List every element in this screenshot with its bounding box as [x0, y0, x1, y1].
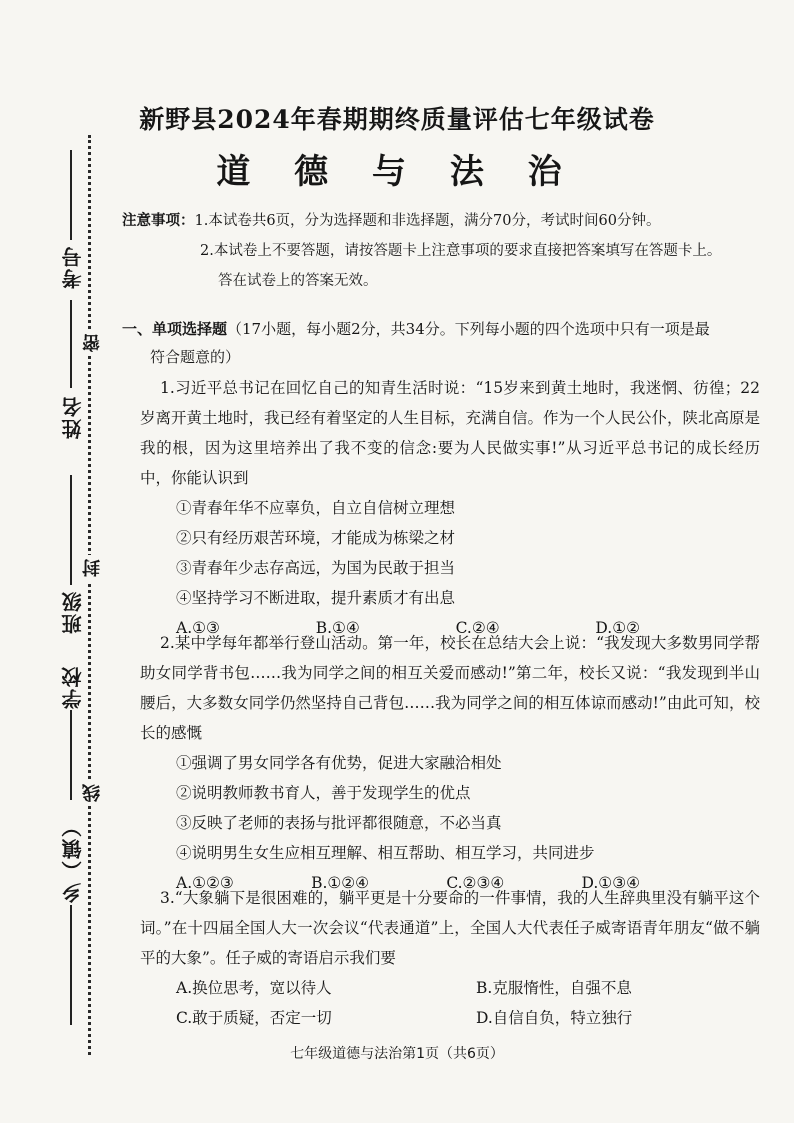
option-a[interactable]: A.①③	[176, 619, 220, 637]
notice-block	[122, 206, 762, 296]
exam-no-label: 考号	[61, 245, 85, 289]
seal-feng: 封	[80, 555, 106, 581]
option-d[interactable]: D.①③④	[581, 874, 640, 892]
option-b[interactable]: B.①②④	[311, 874, 370, 892]
option-a[interactable]: A.换位思考，宽以待人	[176, 979, 332, 997]
question-stem: 3.“大象躺下是很困难的，躺平更是十分要命的一件事情，我的人生辞典里没有躺平这个词。”在十四届全国人大一次会议“代表通道”上，全国人大代表任子威寄语青年朋友“做不躺平的大象”。任子威的寄语启示我们要	[140, 889, 760, 967]
class-line	[70, 475, 72, 585]
exam-title: 新野县2024年春期期终质量评估七年级试卷	[139, 105, 655, 134]
notice-item-1	[122, 206, 762, 236]
binding-dotted-line	[88, 135, 91, 1055]
option-c[interactable]: C.②③④	[446, 874, 505, 892]
notice-item-2: 2.本试卷上不要答题，请按答题卡上注意事项的要求直接把答案填写在答题卡上。	[200, 243, 722, 259]
section-1-heading	[122, 315, 762, 371]
school-line	[70, 710, 72, 800]
notice-label: 注意事项：	[122, 212, 195, 229]
notice-item-2-cont: 答在试卷上的答案无效。	[218, 273, 378, 289]
section-1-title: 一、单项选择题	[122, 320, 228, 338]
subject-title: 道 德 与 法 治	[216, 152, 578, 192]
option-c[interactable]: C.敢于质疑，否定一切	[176, 1009, 332, 1027]
statement-item: ①强调了男女同学各有优势，促进大家融洽相处	[176, 754, 502, 772]
page-footer: 七年级道德与法治第1页（共6页）	[290, 1046, 504, 1062]
option-d[interactable]: D.自信自负，特立独行	[476, 1009, 633, 1027]
statement-item: ②说明教师教书育人，善于发现学生的优点	[176, 784, 471, 802]
statement-item: ④说明男生女生应相互理解、相互帮助、相互学习，共同进步	[176, 844, 595, 862]
town-line	[70, 905, 72, 1025]
question-stem: 1.习近平总书记在回忆自己的知青生活时说：“15岁来到黄土地时，我迷惘、彷徨；22岁离开黄土地时，我已经有着坚定的人生目标，充满自信。作为一个人民公仆，陕北高原是我的根，因为这里培养出了我不变的信念:要为人民做实事!”从习近平总书记的成长经历中，你能认识到	[140, 379, 761, 487]
name-line	[70, 300, 72, 388]
section-1-desc: （17小题，每小题2分，共34分。下列每小题的四个选项中只有一项是最	[227, 320, 710, 338]
seal-mi: 密	[80, 330, 106, 356]
option-b[interactable]: B.①④	[315, 619, 360, 637]
school-label: 学校	[61, 665, 85, 709]
option-c[interactable]: C.②④	[455, 619, 500, 637]
answer-options	[140, 973, 760, 1033]
statement-list	[140, 493, 760, 613]
statement-item: ③青春年少志存高远，为国为民敢于担当	[176, 559, 456, 577]
name-label: 姓名	[61, 395, 85, 439]
statement-list	[140, 748, 760, 868]
option-b[interactable]: B.克服惰性，自强不息	[476, 979, 632, 997]
seal-xian: 线	[80, 780, 106, 806]
option-d[interactable]: D.①②	[595, 619, 640, 637]
question-2	[140, 628, 760, 898]
question-stem: 2.某中学每年都举行登山活动。第一年，校长在总结大会上说：“我发现大多数男同学帮助女同学背书包……我为同学之间的相互关爱而感动!”第二年，校长又说：“我发现到半山腰后，大多数女同学仍然坚持自己背包……我为同学之间的相互体谅而感动!”由此可知，校长的感慨	[140, 634, 760, 742]
statement-item: ②只有经历艰苦环境，才能成为栋梁之材	[176, 529, 456, 547]
question-3	[140, 883, 760, 1033]
class-label: 班级	[61, 590, 85, 634]
section-1-desc-cont: 符合题意的）	[150, 348, 241, 366]
notice-item-1-text: 1.本试卷共6页，分为选择题和非选择题，满分70分，考试时间60分钟。	[194, 213, 661, 229]
question-1	[140, 373, 760, 643]
statement-item: ③反映了老师的表扬与批评都很随意，不必当真	[176, 814, 502, 832]
option-a[interactable]: A.①②③	[176, 874, 234, 892]
town-label: 乡（镇）	[61, 815, 85, 903]
statement-item: ④坚持学习不断进取，提升素质才有出息	[176, 589, 456, 607]
statement-item: ①青春年华不应辜负，自立自信树立理想	[176, 499, 456, 517]
